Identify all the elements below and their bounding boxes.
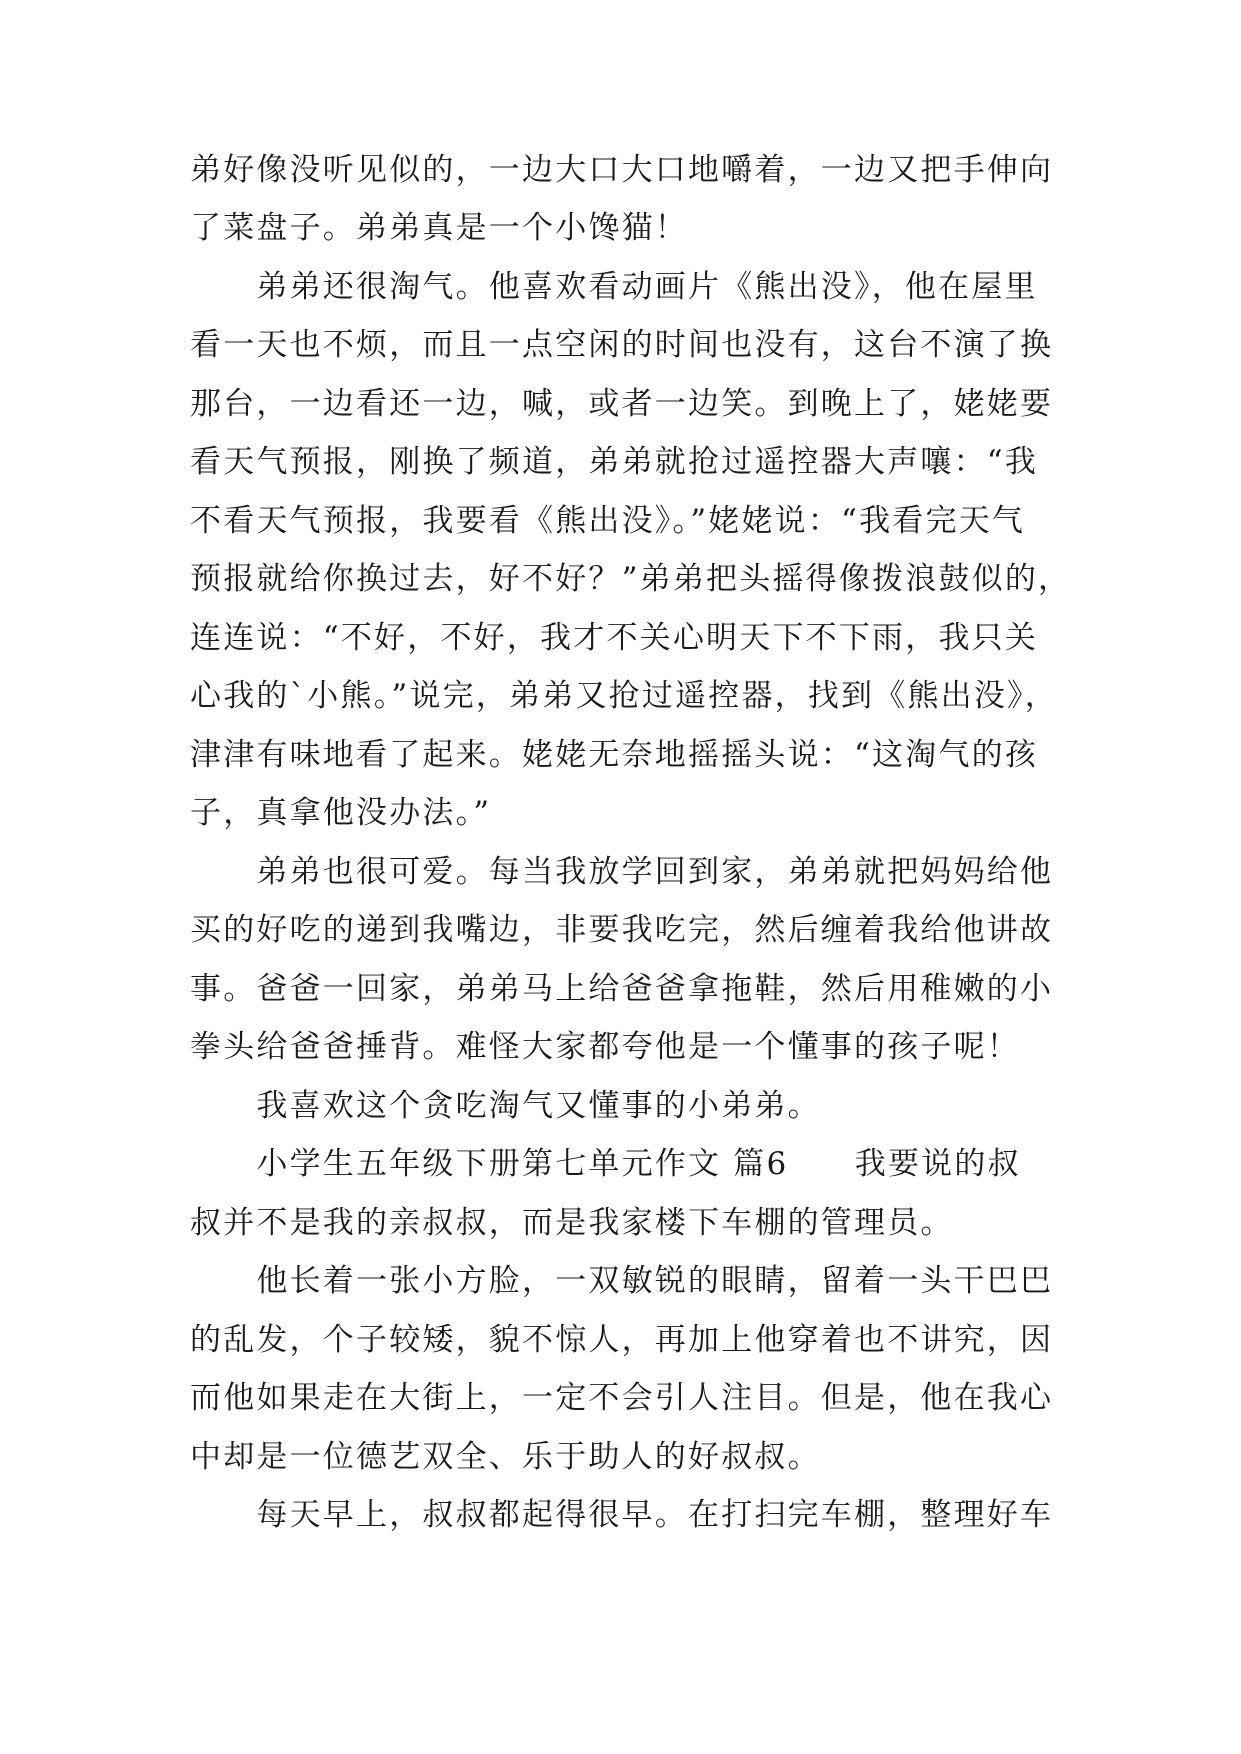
text-line: 事。爸爸一回家，弟弟马上给爸爸拿拖鞋，然后用稚嫩的小 xyxy=(190,971,1054,1007)
text-line: 那台，一边看还一边，喊，或者一边笑。到晚上了，姥姥要 xyxy=(190,386,1054,422)
text-line: 弟好像没听见似的，一边大口大口地嚼着，一边又把手伸向 xyxy=(190,152,1054,188)
text-line: 他长着一张小方脸，一双敏锐的眼睛，留着一头干巴巴 xyxy=(190,1263,1054,1299)
text-line: 子，真拿他没办法。” xyxy=(190,795,492,831)
text-line: 看天气预报，刚换了频道，弟弟就抢过遥控器大声嚷：“我 xyxy=(190,444,1039,480)
text-line: 小学生五年级下册第七单元作文 篇6 我要说的叔 xyxy=(190,1146,1021,1182)
text-line: 连连说：“不好，不好，我才不关心明天下不下雨，我只关 xyxy=(190,620,1039,656)
text-line: 不看天气预报，我要看《熊出没》。”姥姥说：“我看完天气 xyxy=(190,503,1026,539)
text-line: 中却是一位德艺双全、乐于助人的好叔叔。 xyxy=(190,1439,821,1475)
text-line: 拳头给爸爸捶背。难怪大家都夸他是一个懂事的孩子呢！ xyxy=(190,1029,1020,1065)
text-line: 的乱发，个子较矮，貌不惊人，再加上他穿着也不讲究，因 xyxy=(190,1322,1054,1358)
text-line: 津津有味地看了起来。姥姥无奈地摇摇头说：“这淘气的孩 xyxy=(190,737,1039,773)
text-line: 弟弟也很可爱。每当我放学回到家，弟弟就把妈妈给他 xyxy=(190,854,1054,890)
text-line: 弟弟还很淘气。他喜欢看动画片《熊出没》，他在屋里 xyxy=(190,269,1038,305)
text-line: 预报就给你换过去，好不好？”弟弟把头摇得像拨浪鼓似的， xyxy=(190,561,1072,597)
text-line: 每天早上，叔叔都起得很早。在打扫完车棚，整理好车 xyxy=(190,1497,1054,1533)
text-line: 买的好吃的递到我嘴边，非要我吃完，然后缠着我给他讲故 xyxy=(190,912,1054,948)
text-line: 心我的`小熊。”说完，弟弟又抢过遥控器，找到《熊出没》， xyxy=(190,678,1058,714)
text-line: 了菜盘子。弟弟真是一个小馋猫！ xyxy=(190,210,688,246)
text-line: 叔并不是我的亲叔叔，而是我家楼下车棚的管理员。 xyxy=(190,1205,954,1241)
text-line: 我喜欢这个贪吃淘气又懂事的小弟弟。 xyxy=(190,1088,821,1124)
text-line: 而他如果走在大街上，一定不会引人注目。但是，他在我心 xyxy=(190,1380,1054,1416)
text-line: 看一天也不烦，而且一点空闲的时间也没有，这台不演了换 xyxy=(190,327,1054,363)
